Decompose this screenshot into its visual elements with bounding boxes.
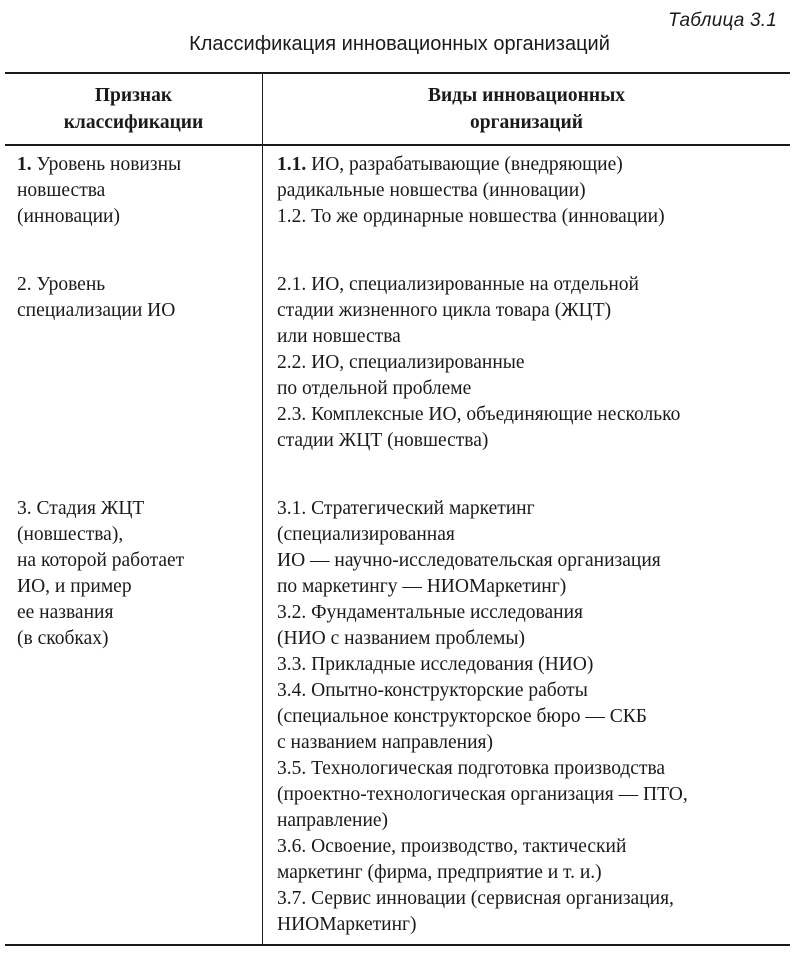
types-line: по маркетингу — НИОМаркетинг) [277,576,567,597]
types-cell [263,266,791,454]
criterion-line: 2. Уровень [17,274,106,295]
criterion-cell-spacer [5,230,263,266]
table-caption: Классификация инновационных организаций [189,33,610,55]
table-row [5,490,790,945]
row-spacer [5,454,790,490]
header-criterion-line: Признак [94,85,173,106]
types-line: 3.1. Стратегический маркетинг [277,498,535,519]
table-header-row [5,73,790,145]
types-line: (специализированная [277,524,455,545]
criterion-line: новшества [17,180,106,201]
criterion-line: (новшества), [17,524,124,545]
header-types-line: Виды инновационных [427,85,626,106]
criterion-cell-spacer [5,454,263,490]
types-line: 3.7. Сервис инновации (сервисная организация, [277,888,674,909]
header-criterion-line: классификации [63,112,204,133]
criterion-line: (в скобках) [17,628,109,649]
types-line: (НИО с названием проблемы) [277,628,525,649]
criterion-line: на которой работает [17,550,185,571]
table-row [5,266,790,454]
header-types-line: организаций [470,112,583,133]
criterion-number: 1. [17,154,32,175]
criterion-line: ИО, и пример [17,576,132,597]
header-types [263,73,791,145]
types-line: (специальное конструкторское бюро — СКБ [277,706,647,727]
types-line: 2.3. Комплексные ИО, объединяющие несколько [277,404,681,425]
types-line: направление) [277,810,389,831]
criterion-cell [5,266,263,454]
criterion-cell [5,145,263,230]
criterion-line: ее названия [17,602,114,623]
criterion-line [17,152,252,178]
types-cell-spacer [263,454,791,490]
types-line: (проектно-технологическая организация — ПТО, [277,784,688,805]
types-line: 3.4. Опытно-конструкторские работы [277,680,588,701]
types-line: стадии жизненного цикла товара (ЖЦТ) [277,300,612,321]
types-cell [263,145,791,230]
criterion-line: 3. Стадия ЖЦТ [17,498,145,519]
types-line: или новшества [277,326,401,347]
types-line: НИОМаркетинг) [277,914,417,935]
types-cell [263,490,791,945]
table-row [5,145,790,230]
types-line: по отдельной проблеме [277,378,472,399]
types-line [277,152,782,178]
types-text: ИО, разрабатывающие (внедряющие) [306,154,623,175]
criterion-cell [5,490,263,945]
types-line: ИО — научно-исследовательская организация [277,550,661,571]
types-line: 3.2. Фундаментальные исследования [277,602,583,623]
classification-table [5,72,790,946]
types-line: 2.1. ИО, специализированные на отдельной [277,274,639,295]
types-line: 3.3. Прикладные исследования (НИО) [277,654,594,675]
types-line: стадии ЖЦТ (новшества) [277,430,489,451]
table-number: Таблица 3.1 [668,10,777,31]
types-line: с названием направления) [277,732,494,753]
types-line: 1.2. То же ординарные новшества (инновации) [277,206,665,227]
types-line: 3.5. Технологическая подготовка производства [277,758,666,779]
types-number: 1.1. [277,154,307,175]
row-spacer [5,230,790,266]
types-line: 2.2. ИО, специализированные [277,352,525,373]
criterion-line: специализации ИО [17,300,176,321]
types-line: радикальные новшества (инновации) [277,180,586,201]
header-criterion [5,73,263,145]
types-line: маркетинг (фирма, предприятие и т. и.) [277,862,602,883]
types-line: 3.6. Освоение, производство, тактический [277,836,627,857]
criterion-text: Уровень новизны [31,154,182,175]
criterion-line: (инновации) [17,206,120,227]
types-cell-spacer [263,230,791,266]
